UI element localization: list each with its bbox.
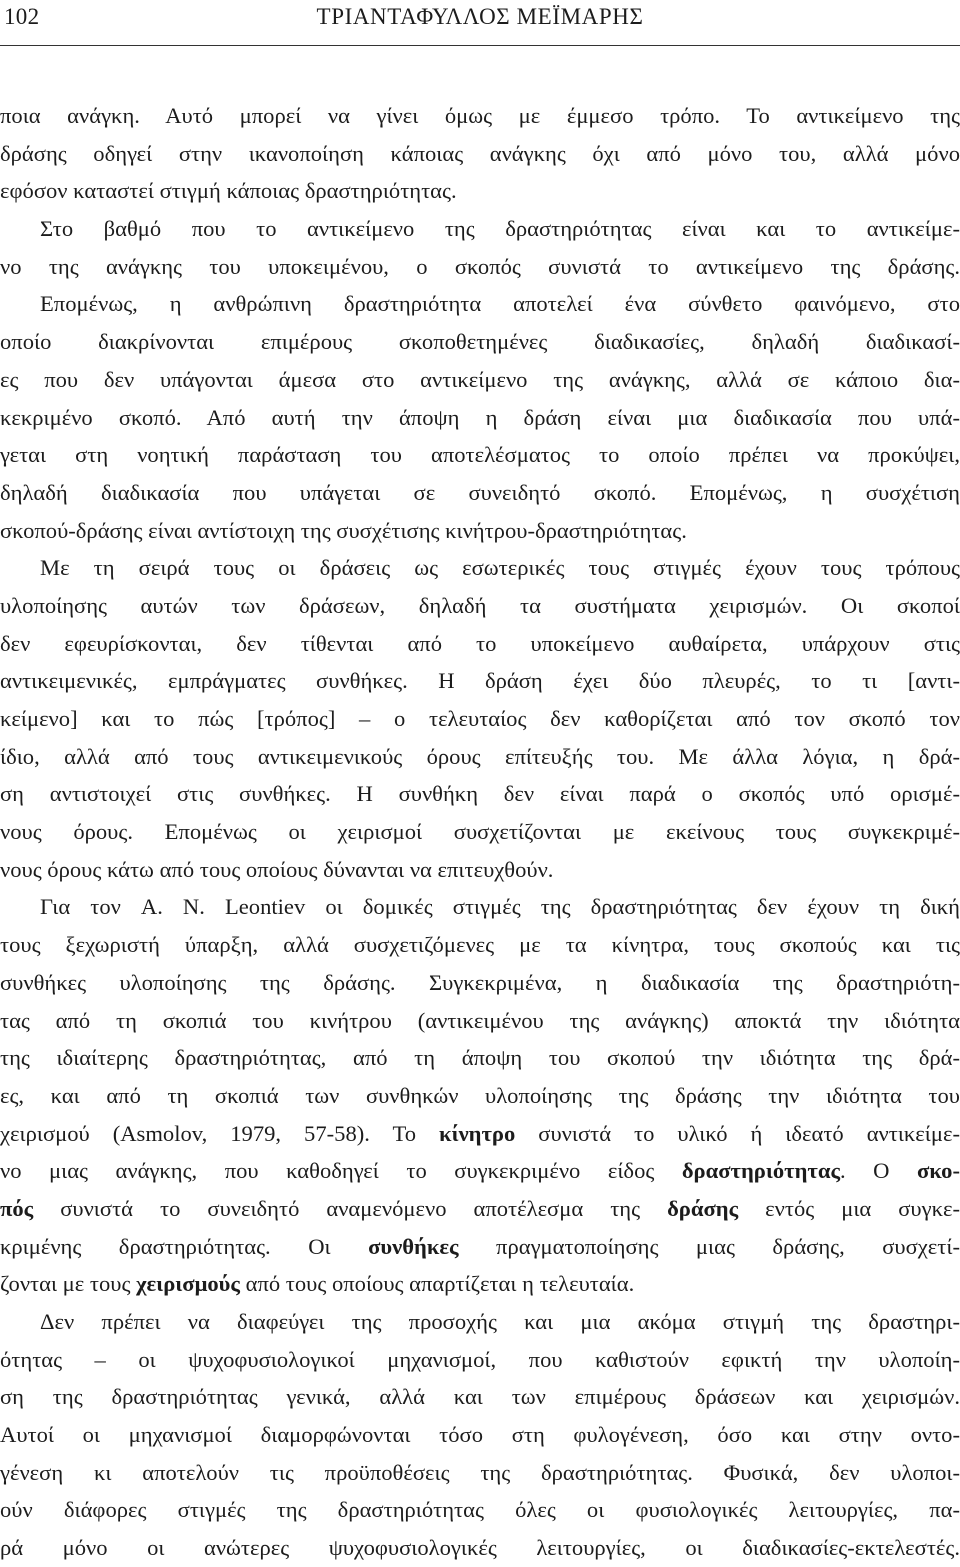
text-line bbox=[0, 700, 960, 738]
text-segment: εφόσον καταστεί στιγμή κάποιας δραστηριότητας. bbox=[0, 178, 457, 204]
text-segment: συνθήκες υλοποίησης της δράσης. Συγκεκριμένα, η διαδικασία της δραστηριότη- bbox=[0, 969, 960, 995]
text-line bbox=[0, 1303, 960, 1341]
text-line bbox=[0, 851, 960, 889]
bold-term: κίνητρο bbox=[439, 1120, 516, 1146]
text-line bbox=[0, 1416, 960, 1454]
text-line bbox=[0, 1491, 960, 1529]
text-line bbox=[0, 1378, 960, 1416]
text-line bbox=[0, 285, 960, 323]
text-segment: ση αντιστοιχεί στις συνθήκες. Η συνθήκη δεν είναι παρά ο σκοπός υπό ορισμέ- bbox=[0, 781, 960, 807]
text-line bbox=[0, 172, 960, 210]
text-line bbox=[0, 323, 960, 361]
text-line bbox=[0, 926, 960, 964]
text-line bbox=[0, 436, 960, 474]
text-line bbox=[0, 738, 960, 776]
text-line bbox=[0, 97, 960, 135]
text-line bbox=[0, 210, 960, 248]
text-segment: νους όρους κάτω από τους οποίους δύνανται να επιτευχθούν. bbox=[0, 856, 554, 882]
text-segment: ότητας – οι ψυχοφυσιολογικοί μηχανισμοί, που καθιστούν εφικτή την υλοποίη- bbox=[0, 1346, 960, 1372]
text-segment: ζονται με τους bbox=[0, 1271, 137, 1297]
text-segment: αντικειμενικές, εμπράγματες συνθήκες. Η δράση έχει δύο πλευρές, το τι [αντι- bbox=[0, 668, 960, 694]
text-line bbox=[0, 662, 960, 700]
bold-term: πός bbox=[0, 1195, 34, 1221]
text-segment: της ιδιαίτερης δραστηριότητας, από τη άποψη του σκοπού την ιδιότητα της δρά- bbox=[0, 1045, 960, 1071]
bold-term: δραστηριότητας bbox=[681, 1158, 840, 1184]
text-line bbox=[0, 248, 960, 286]
page-header bbox=[0, 0, 960, 48]
bold-term: σκο- bbox=[916, 1158, 960, 1184]
text-line bbox=[0, 135, 960, 173]
text-segment: Στο βαθμό που το αντικείμενο της δραστηριότητας είναι και το αντικείμε- bbox=[40, 216, 960, 242]
text-line bbox=[0, 775, 960, 813]
text-segment: πραγματοποίησης μιας δράσης, συσχετί- bbox=[458, 1233, 960, 1259]
text-line bbox=[0, 1077, 960, 1115]
text-line bbox=[0, 549, 960, 587]
text-line bbox=[0, 474, 960, 512]
text-segment: δράσης οδηγεί στην ικανοποίηση κάποιας ανάγκης όχι από μόνο του, αλλά μόνο bbox=[0, 140, 960, 166]
text-line bbox=[0, 813, 960, 851]
text-segment: ούν διάφορες στιγμές της δραστηριότητας όλες οι φυσιολογικές λειτουργίες, πα- bbox=[0, 1497, 960, 1523]
text-segment: δεν εφευρίσκονται, δεν τίθενται από το υποκείμενο αυθαίρετα, υπάρχουν στις bbox=[0, 630, 960, 656]
text-segment: υλοποίησης αυτών των δράσεων, δηλαδή τα συστήματα χειρισμών. Οι σκοποί bbox=[0, 592, 960, 618]
text-line bbox=[0, 1152, 960, 1190]
text-line bbox=[0, 964, 960, 1002]
text-line bbox=[0, 361, 960, 399]
text-segment: τας από τη σκοπιά του κινήτρου (αντικειμένου της ανάγκης) αποκτά την ιδιότητα bbox=[0, 1007, 960, 1033]
text-segment: ες, και από τη σκοπιά των συνθηκών υλοποίησης της δράσης την ιδιότητα του bbox=[0, 1082, 960, 1108]
text-segment: κεκριμένο σκοπό. Από αυτή την άποψη η δράση είναι μια διαδικασία που υπά- bbox=[0, 404, 960, 430]
text-segment: τους ξεχωριστή ύπαρξη, αλλά συσχετιζόμενες με τα κίνητρα, τους σκοπούς και τις bbox=[0, 932, 960, 958]
text-line bbox=[0, 888, 960, 926]
text-segment: ποια ανάγκη. Αυτό μπορεί να γίνει όμως με έμμεσο τρόπο. Το αντικείμενο της bbox=[0, 103, 960, 128]
text-segment: δηλαδή διαδικασία που υπάγεται σε συνειδητό σκοπό. Επομένως, η συσχέτιση bbox=[0, 479, 960, 505]
text-line bbox=[0, 1190, 960, 1228]
text-segment: Με τη σειρά τους οι δράσεις ως εσωτερικές τους στιγμές έχουν τους τρόπους bbox=[40, 555, 960, 581]
text-segment: ρά μόνο οι ανώτερες ψυχοφυσιολογικές λειτουργίες, οι διαδικασίες-εκτελεστές. bbox=[0, 1535, 960, 1561]
text-line bbox=[0, 1265, 960, 1303]
bold-term: δράσης bbox=[667, 1195, 739, 1221]
text-segment: ες που δεν υπάγονται άμεσα στο αντικείμενο της ανάγκης, αλλά σε κάποιο δια- bbox=[0, 366, 960, 392]
body-text bbox=[0, 97, 960, 1567]
text-segment: Δεν πρέπει να διαφεύγει της προσοχής και μια ακόμα στιγμή της δραστηρι- bbox=[40, 1309, 960, 1334]
text-line bbox=[0, 1529, 960, 1567]
bold-term: χειρισμούς bbox=[136, 1271, 240, 1297]
text-segment: νους όρους. Επομένως οι χειρισμοί συσχετίζονται με εκείνους τους συγκεκριμέ- bbox=[0, 819, 960, 845]
text-line bbox=[0, 625, 960, 663]
text-line bbox=[0, 1039, 960, 1077]
text-line bbox=[0, 1115, 960, 1153]
text-segment: κείμενο] και το πώς [τρόπος] – ο τελευταίος δεν καθορίζεται από τον σκοπό τον bbox=[0, 706, 960, 731]
text-segment: σκοπού-δράσης είναι αντίστοιχη της συσχέτισης κινήτρου-δραστηριότητας. bbox=[0, 517, 687, 543]
text-line bbox=[0, 1228, 960, 1266]
text-line bbox=[0, 1002, 960, 1040]
text-segment: Για τον A. N. Leontiev οι δομικές στιγμές της δραστηριότητας δεν έχουν τη δική bbox=[40, 894, 960, 920]
text-segment: ίδιο, αλλά από τους αντικειμενικούς όρους επίτευξής του. Με άλλα λόγια, η δρά- bbox=[0, 743, 960, 769]
text-segment: Επομένως, η ανθρώπινη δραστηριότητα αποτελεί ένα σύνθετο φαινόμενο, στο bbox=[40, 291, 960, 317]
running-head: ΤΡΙΑΝΤΑΦΥΛΛΟΣ ΜΕΪΜΑΡΗΣ bbox=[316, 4, 644, 29]
text-segment: χειρισμού (Asmolov, 1979, 57-58). Το bbox=[0, 1120, 440, 1146]
text-line bbox=[0, 1341, 960, 1379]
header-rule bbox=[0, 45, 960, 46]
text-segment: από τους οποίους απαρτίζεται η τελευταία. bbox=[239, 1271, 635, 1297]
text-segment: συνιστά το συνειδητό αναμενόμενο αποτέλεσμα της bbox=[33, 1195, 668, 1221]
text-line bbox=[0, 1454, 960, 1492]
text-segment: Αυτοί οι μηχανισμοί διαμορφώνονται τόσο στη φυλογένεση, όσο και στην οντο- bbox=[0, 1422, 960, 1448]
text-segment: οποίο διακρίνονται επιμέρους σκοποθετημένες διαδικασίες, δηλαδή διαδικασί- bbox=[0, 329, 960, 355]
bold-term: συνθήκες bbox=[368, 1233, 459, 1259]
page-number: 102 bbox=[4, 4, 40, 29]
text-line bbox=[0, 399, 960, 437]
text-segment: . Ο bbox=[839, 1158, 917, 1184]
text-segment: κριμένης δραστηριότητας. Οι bbox=[0, 1233, 369, 1259]
text-segment: νο της ανάγκης του υποκειμένου, ο σκοπός συνιστά το αντικείμενο της δράσης. bbox=[0, 253, 960, 279]
text-segment: ση της δραστηριότητας γενικά, αλλά και των επιμέρους δράσεων και χειρισμών. bbox=[0, 1384, 960, 1410]
text-segment: γένεση κι αποτελούν τις προϋποθέσεις της δραστηριότητας. Φυσικά, δεν υλοποι- bbox=[0, 1459, 960, 1485]
text-segment: γεται στη νοητική παράσταση του αποτελέσματος το οποίο πρέπει να προκύψει, bbox=[0, 442, 960, 468]
text-line bbox=[0, 587, 960, 625]
text-line bbox=[0, 512, 960, 550]
text-segment: νο μιας ανάγκης, που καθοδηγεί το συγκεκριμένο είδος bbox=[0, 1158, 682, 1184]
text-segment: εντός μια συγκε- bbox=[738, 1195, 960, 1221]
text-segment: συνιστά το υλικό ή ιδεατό αντικείμε- bbox=[515, 1120, 960, 1146]
